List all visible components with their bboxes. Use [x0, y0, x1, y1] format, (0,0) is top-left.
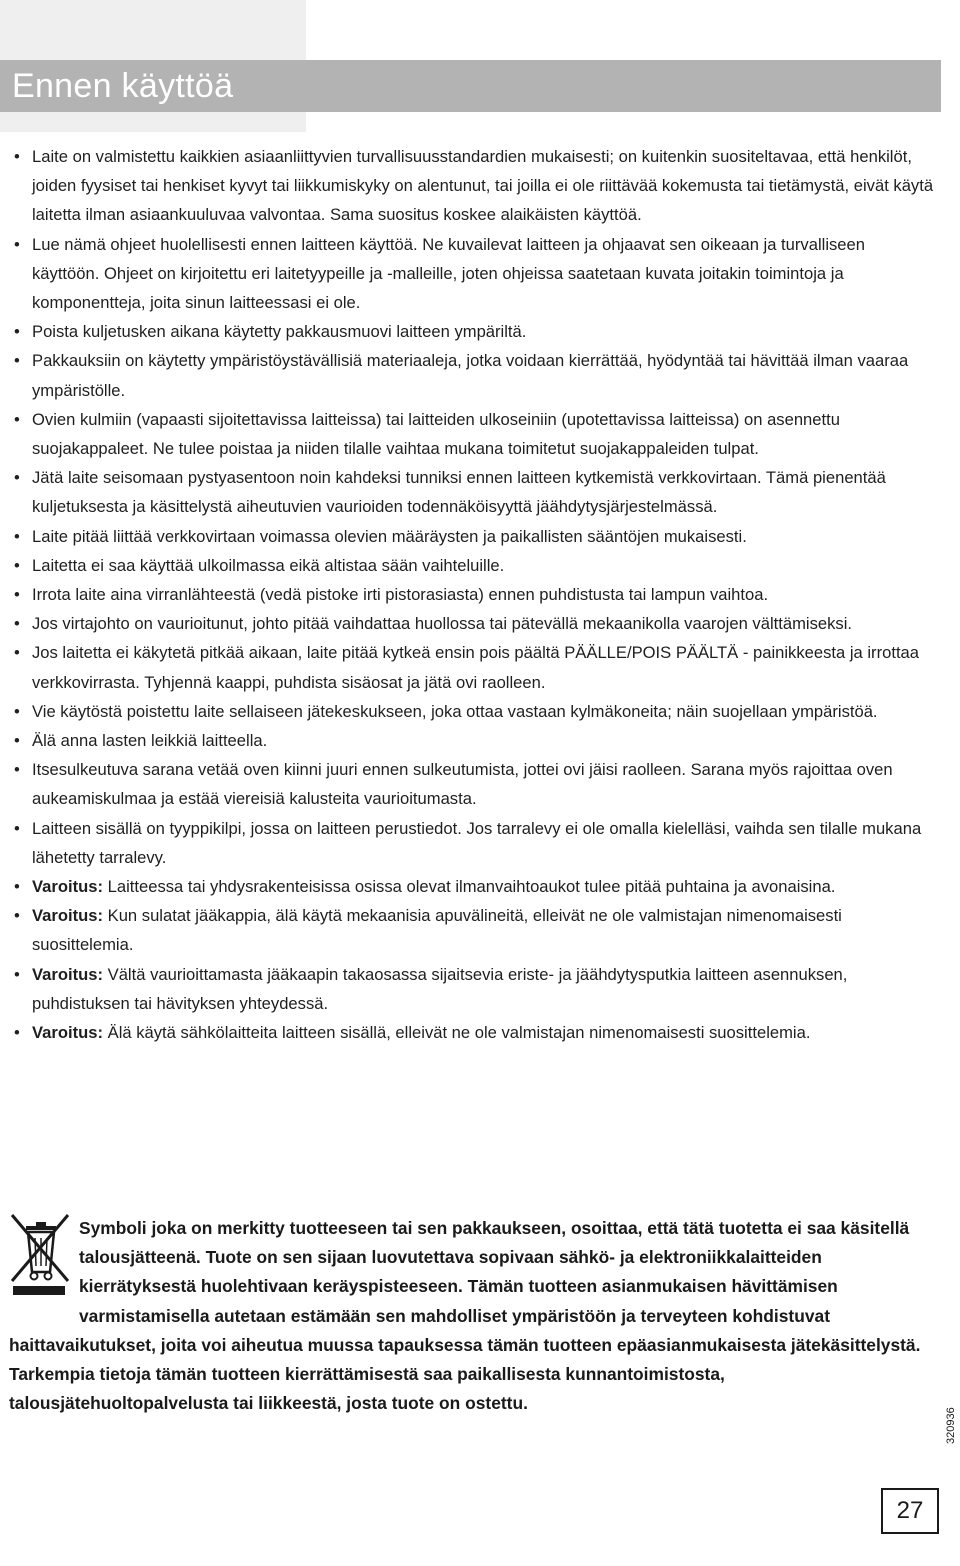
warning-label: Varoitus:	[32, 906, 104, 926]
list-item	[14, 755, 934, 813]
warning-text: Älä käytä sähkölaitteita laitteen sisällä, elleivät ne ole valmistajan nimenomaisesti suosittelemia.	[107, 1023, 811, 1043]
weee-text: Symboli joka on merkitty tuotteeseen tai sen pakkaukseen, osoittaa, että tätä tuotetta ei saa käsitellä talousjätteenä. Tuote on sen sijaan luovutettava sopivaan sähkö- ja elektroniikkalaitteiden kierrätyksestä huolehtivaan keräyspisteeseen. Tämän tuotteen asianmukaisen hävittämisen varmistamisella autetaan estämään sen mahdolliset ympäristöön ja terveyteen kohdistuvat haittavaikutukset, joita voi aiheutua muussa tapauksessa tämän tuotteen epäasianmukaisesta jätekäsittelystä. Tarkempia tietoja tämän tuotteen kierrättämisestä saa paikallisesta kunnantoimistosta, talousjätehuoltopalvelusta tai liikkeestä, josta tuote on ostettu.	[9, 1218, 921, 1414]
weee-disposal-notice	[9, 1214, 934, 1418]
list-item-text: Irrota laite aina virranlähteestä (vedä pistoke irti pistorasiasta) ennen puhdistusta tai lampun vaihtoa.	[32, 585, 769, 605]
list-item-text: Laitteen sisällä on tyyppikilpi, jossa on laitteen perustiedot. Jos tarralevy ei ole omalla kielelläsi, vaihda sen tilalle mukana lähetetty tarralevy.	[32, 818, 922, 867]
list-item	[14, 814, 934, 872]
bullet-marker: •	[14, 877, 20, 897]
warning-text: Laitteessa tai yhdysrakenteisissa osissa olevat ilmanvaihtoaukot tulee pitää puhtaina ja avonaisina.	[107, 877, 836, 897]
list-item	[14, 551, 934, 580]
list-item	[14, 638, 934, 696]
list-item	[14, 609, 934, 638]
list-item-text: Poista kuljetusken aikana käytetty pakkausmuovi laitteen ympäriltä.	[32, 322, 527, 342]
page-number: 27	[881, 1488, 939, 1534]
bullet-marker: •	[14, 643, 20, 663]
bullet-marker: •	[14, 818, 20, 838]
list-item-text: Pakkauksiin on käytetty ympäristöystävällisiä materiaaleja, jotka voidaan kierrättää, hyödyntää tai hävittää ilman vaaraa ympäristölle.	[32, 351, 909, 400]
list-item-text: Jätä laite seisomaan pystyasentoon noin kahdeksi tunniksi ennen laitteen kytkemistä verkkovirtaan. Tämä pienentää kuljetuksesta ja käsittelystä aiheutuvien vaurioiden todennäköisyyttä jäähdytysjärjestelmässä.	[32, 468, 886, 517]
list-item-text: Jos virtajohto on vaurioitunut, johto pitää vaihdattaa huollossa tai pätevällä mekaanikolla vaarojen välttämiseksi.	[32, 614, 853, 634]
list-item	[14, 697, 934, 726]
warning-item	[14, 872, 934, 901]
bullet-marker: •	[14, 585, 20, 605]
bullet-marker: •	[14, 322, 20, 342]
bullet-marker: •	[14, 1023, 20, 1043]
list-item	[14, 522, 934, 551]
warning-item	[14, 901, 934, 959]
bullet-marker: •	[14, 351, 20, 371]
title-bar	[0, 60, 941, 112]
list-item	[14, 317, 934, 346]
warning-item	[14, 960, 934, 1018]
list-item-text: Ovien kulmiin (vapaasti sijoitettavissa laitteissa) tai laitteiden ulkoseiniin (upotettavissa laitteissa) on asennettu suojakappaleet. Ne tulee poistaa ja niiden tilalle vaihtaa mukana toimitetut suojakappaleiden tulpat.	[32, 409, 840, 459]
list-item	[14, 580, 934, 609]
bullet-marker: •	[14, 701, 20, 721]
list-item-text: Laite pitää liittää verkkovirtaan voimassa olevien määräysten ja paikallisten sääntöjen mukaisesti.	[32, 526, 747, 546]
list-item	[14, 230, 934, 318]
list-item-text: Vie käytöstä poistettu laite sellaiseen jätekeskukseen, joka ottaa vastaan kylmäkoneita; näin suojellaan ympäristöä.	[32, 701, 878, 721]
bullet-marker: •	[14, 731, 20, 751]
list-item	[14, 463, 934, 521]
list-item	[14, 142, 934, 230]
bullet-marker: •	[14, 555, 20, 575]
warning-text: Vältä vaurioittamasta jääkaapin takaosassa sijaitsevia eriste- ja jäähdytysputkia laitteen asennuksen, puhdistuksen tai hävityksen yhteydessä.	[32, 964, 848, 1013]
list-item-text: Laitetta ei saa käyttää ulkoilmassa eikä altistaa sään vaihteluille.	[32, 555, 505, 575]
bullet-marker: •	[14, 614, 20, 634]
list-item-text: Itsesulkeutuva sarana vetää oven kiinni juuri ennen sulkeutumista, jottei ovi jäisi raolleen. Sarana myös rajoittaa oven aukeamiskulmaa ja estää viereisiä kalusteita vaurioitumasta.	[32, 760, 893, 809]
page-title: Ennen käyttöä	[12, 67, 234, 105]
warning-item	[14, 1018, 934, 1047]
bullet-marker: •	[14, 964, 20, 984]
bullet-marker: •	[14, 906, 20, 926]
bullet-marker: •	[14, 234, 20, 254]
document-code: 320936	[945, 1407, 957, 1444]
warning-label: Varoitus:	[32, 964, 104, 984]
warning-label: Varoitus:	[32, 877, 104, 897]
bullet-marker: •	[14, 760, 20, 780]
instruction-list	[14, 142, 934, 1047]
list-item-text: Lue nämä ohjeet huolellisesti ennen laitteen käyttöä. Ne kuvailevat laitteen ja ohjaavat sen oikeaan ja turvalliseen käyttöön. Ohjeet on kirjoitettu eri laitetyypeille ja -malleille, joten ohjeissa saatetaan kuvata joitakin toimintoja ja komponentteja, joita sinun laitteessasi ei ole.	[32, 234, 865, 313]
bullet-marker: •	[14, 409, 20, 429]
bullet-marker: •	[14, 147, 20, 166]
crossed-out-wheelie-bin-icon	[9, 1212, 71, 1302]
list-item-text: Älä anna lasten leikkiä laitteella.	[32, 731, 268, 751]
warning-text: Kun sulatat jääkappia, älä käytä mekaanisia apuvälineitä, elleivät ne ole valmistajan nimenomaisesti suosittelemia.	[32, 906, 842, 955]
warning-label: Varoitus:	[32, 1023, 104, 1043]
list-item	[14, 405, 934, 463]
list-item	[14, 346, 934, 404]
bullet-marker: •	[14, 526, 20, 546]
bullet-marker: •	[14, 468, 20, 488]
list-item	[14, 726, 934, 755]
list-item-text: Jos laitetta ei käkytetä pitkää aikaan, laite pitää kytkeä ensin pois päältä PÄÄLLE/POIS PÄÄLTÄ - painikkeesta ja irrottaa verkkovirrasta. Tyhjennä kaappi, puhdista sisäosat ja jätä ovi raolleen.	[32, 643, 920, 692]
list-item-text: Laite on valmistettu kaikkien asiaanliittyvien turvallisuusstandardien mukaisesti; on kuitenkin suositeltavaa, että henkilöt, joiden fyysiset tai henkiset kyvyt tai liikkumiskyky on alentunut, tai joilla ei ole riittävää kokemusta tai tietämystä, eivät käytä laitetta ilman asiaankuuluvaa valvontaa. Sama suositus koskee alaikäisten käyttöä.	[32, 147, 934, 225]
